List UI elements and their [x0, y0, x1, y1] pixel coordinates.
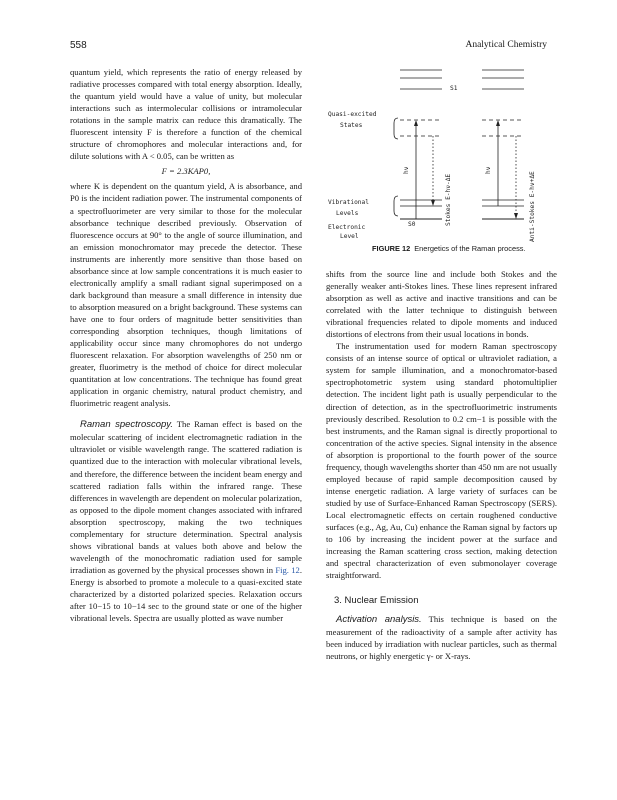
arrow-head — [496, 120, 500, 126]
paragraph — [70, 418, 302, 624]
paragraph: The instrumentation used for modern Raman spectroscopy consists of an intense source of optical or ultraviolet radiation, a system for sample illumination, and a monochromator-based spectrophotometric system using standard photomultiplier detection. The incident light path is usually perpendicular to the direction of detection, as in the spectrofluorimetric instruments previously described. Resolution to 0.2 cm−1 is possible with the best instruments, and the Raman signal is directly proportional to concentration of the active species. Signal intensity in the absence of absorption is proportional to the fourth power of the source frequency, though wavelengths shorter than 450 nm are not usually employed because of rapid sample decomposition caused by intense energetic radiation. A large variety of surfaces can be studied by use of Surface-Enhanced Raman Spectroscopy (SERS). Local electromagnetic effects on certain roughened conductive surfaces (e.g., Ag, Au, Cu) enhance the Raman signal by factors up to 106 by increasing the incident power at the surface and increasing the Raman scattering cross section, making detection and spectral characterization of even submonolayer coverage straightforward. — [326, 341, 557, 581]
quasi-bracket — [394, 118, 398, 139]
page-number: 558 — [70, 40, 87, 51]
h-nu-label: hν — [485, 166, 492, 174]
caption-text: Energetics of the Raman process. — [414, 244, 526, 253]
paragraph-text: . Energy is absorbed to promote a molecule to a quasi-excited state characterized by a distorted polarized species. Relaxation occurs after 10−15 to 10−14 sec to the ground state or one of the higher vibrational levels. Spectra are usually plotted as wave number — [70, 564, 302, 624]
vibrational-label: Vibrational — [328, 199, 369, 206]
subsection-lead: Activation analysis. — [336, 614, 422, 626]
anti-stokes-label: Anti-Stokes E-hν+ΔE — [529, 171, 536, 242]
levels-label: Levels — [336, 210, 359, 217]
paragraph: shifts from the source line and include both Stokes and the generally weaker anti-Stokes lines. These lines represent infrared absorption as well as active and inactive transitions and can be correlated with the latter technique to distinguish between vibrational frequencies related to dipole moments and induced distortions of electrons from their usual locations in bonds. — [326, 269, 557, 340]
caption-label: FIGURE 12 — [372, 244, 411, 253]
paragraph — [326, 613, 557, 662]
running-header: Analytical Chemistry — [465, 40, 547, 50]
paragraph-text: This technique is based on the measurement of the radioactivity of a sample after activity has been induced by irradiation with nuclear particles, such as thermal neutrons, or highly energetic γ- or X-rays. — [326, 614, 557, 662]
diagram-svg — [326, 56, 557, 246]
right-column — [326, 268, 557, 662]
electronic-label: Electronic — [328, 224, 366, 231]
h-nu-label: hν — [403, 166, 410, 174]
paragraph: where K is dependent on the quantum yield, A is absorbance, and P0 is the incident radiation power. The instrumental components of a spectrofluorimeter are very similar to those for the molecular absorbance technique described previously. Observation of fluorescence occurs at 90° to the angle of source illumination, and an emission monochromator may precede the detector. These instruments are inherently more sensitive than those based on absorbance since at low sample concentrations it is much easier to electronically amplify a small radiant signal superimposed on a dark background than measure a small difference in intensity due to absorption measured on a bright background. These systems can have one to four orders of magnitude better sensitivities than corresponding absorption techniques, though limitations of applicability occur since many chromophores do not undergo fluorescent relaxation. For absorption wavelengths of 250 nm or greater, fluorimetry is the method of choice for direct molecular quantitation at low concentrations. The technique has found great application in organic chemistry, natural product chemistry, and fluorimetric reagent analysis. — [70, 181, 302, 409]
figure-caption — [372, 244, 526, 253]
arrow-head — [431, 200, 435, 206]
raman-energy-diagram — [326, 56, 557, 246]
level-label: Level — [340, 233, 359, 240]
quasi-excited-label: Quasi-excited — [328, 111, 377, 118]
section-heading: 3. Nuclear Emission — [334, 595, 419, 607]
arrow-head — [514, 213, 518, 219]
equation: F = 2.3KAP0, — [161, 166, 211, 177]
vibrational-bracket — [394, 196, 398, 216]
paragraph-text: The Raman effect is based on the molecular scattering of incident electromagnetic radiation in the ultraviolet or visible wavelength range. The scattered radiation is quantized due to the interaction with molecular vibrational levels, and therefore, the difference between the incident beam energy and scattered radiation falls within the infrared range. These differences in wavelength are dependent on molecular polarization, as opposed to the dipole moment changes associated with infrared absorption spectroscopy, making the two techniques complementary for structure determination. Spectral analysis shows vibrational bands at values both above and below the wavelength of the monochromatic radiation used for sample irradiation as governed by the physical processes shown in — [70, 419, 303, 575]
s1-label: S1 — [450, 85, 458, 92]
states-label: States — [340, 122, 363, 129]
figure-link[interactable]: Fig. 12 — [275, 564, 300, 575]
left-column — [70, 66, 302, 624]
subsection-lead: Raman spectroscopy. — [80, 419, 173, 431]
paragraph: quantum yield, which represents the ratio of energy released by radiative processes compared with total energy absorption. Ideally, the quantum yield would have a value of unity, but molecular interactions such as intermolecular collisions or intramolecular rotations in the sample matrix can reduce this dramatically. The fluorescent intensity F is therefore a function of the chemical structure of chromophores and molecular interactions and, for dilute solutions with A < 0.05, can be written as — [70, 67, 302, 162]
stokes-label: Stokes E-hν-ΔE — [445, 173, 452, 226]
arrow-head — [414, 120, 418, 126]
s0-label: S0 — [408, 221, 416, 228]
